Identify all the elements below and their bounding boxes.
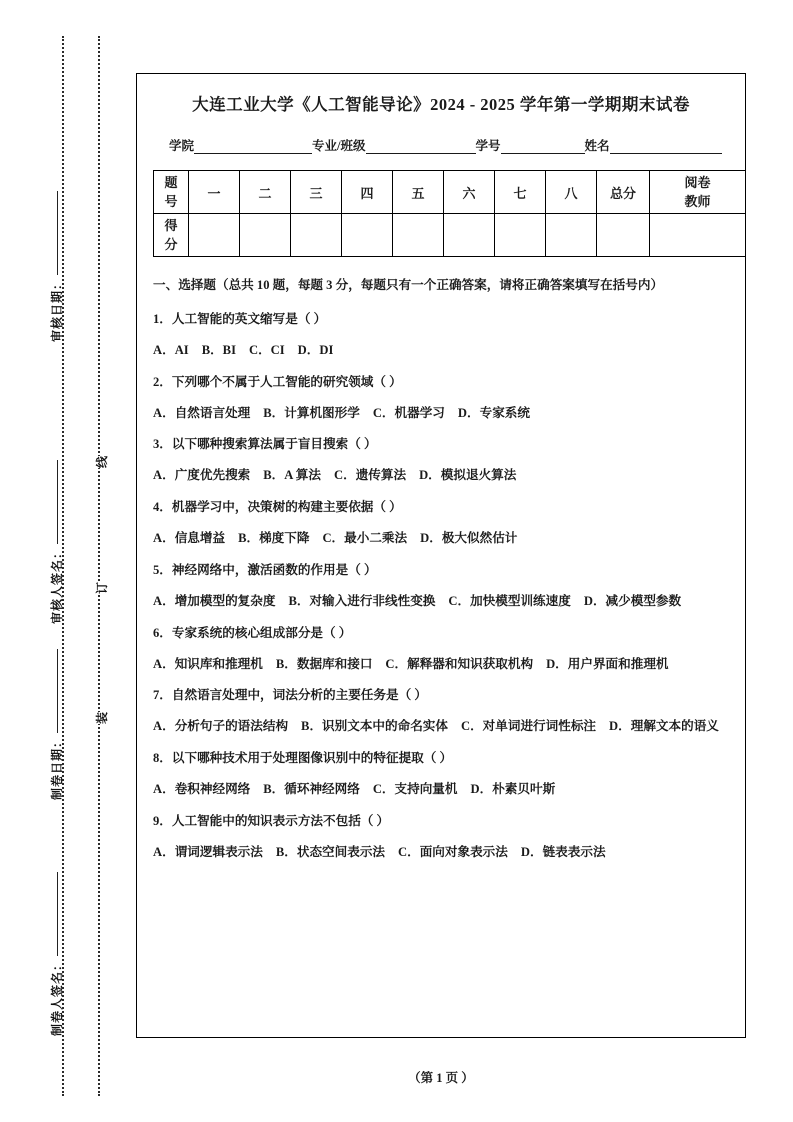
question-stem-4: 4．机器学习中，决策树的构建主要依据（ ） <box>153 500 402 515</box>
exam-sheet <box>136 73 746 1038</box>
score-col-teacher <box>650 171 746 214</box>
option-c[interactable]: C．最小二乘法 <box>322 531 408 545</box>
binding-label-author-signature <box>48 872 65 1036</box>
score-teacher-line2: 教师 <box>684 194 711 209</box>
option-a[interactable]: A．谓词逻辑表示法 <box>153 844 263 859</box>
option-b[interactable]: B．梯度下降 <box>238 531 310 545</box>
question-stem-3: 3．以下哪种搜索算法属于盲目搜索（ ） <box>153 437 377 452</box>
field-college-label: 学院 <box>169 139 195 153</box>
binding-label-text: 审核日期： <box>50 276 64 342</box>
binding-label-rule <box>57 649 58 733</box>
question-stem-9: 9．人工智能中的知识表示方法不包括（ ） <box>153 813 390 828</box>
student-info-row <box>153 136 729 154</box>
score-col-2: 二 <box>240 171 291 214</box>
table-row <box>154 171 746 214</box>
score-value-3[interactable] <box>291 214 342 257</box>
option-b[interactable]: B．BI <box>201 342 236 357</box>
option-c[interactable]: C．机器学习 <box>372 405 445 420</box>
option-d[interactable]: D．理解文本的语义 <box>609 719 719 734</box>
option-d[interactable]: D．减少模型参数 <box>583 593 682 608</box>
question-options-3 <box>153 467 729 485</box>
question-stem-5: 5．神经网络中，激活函数的作用是（ ） <box>153 562 377 577</box>
score-label-line1: 题 <box>164 175 178 190</box>
option-c[interactable]: C．加快模型训练速度 <box>448 593 571 608</box>
binding-label-rule <box>57 191 58 275</box>
question-body <box>153 277 729 862</box>
field-name <box>585 136 722 154</box>
score-label-line1: 得 <box>164 218 178 233</box>
binding-label-rule <box>57 872 58 956</box>
score-value-5[interactable] <box>393 214 444 257</box>
score-col-8: 八 <box>546 171 597 214</box>
option-c[interactable]: C．对单词进行词性标注 <box>460 719 597 734</box>
binding-label-review-date <box>48 191 65 342</box>
field-college-input[interactable] <box>194 140 312 154</box>
score-value-teacher[interactable] <box>650 214 746 257</box>
field-name-input[interactable] <box>610 140 722 154</box>
option-d[interactable]: D．朴素贝叶斯 <box>470 782 556 796</box>
score-col-5: 五 <box>393 171 444 214</box>
binding-label-text: 制卷人签名： <box>50 957 64 1036</box>
score-value-8[interactable] <box>546 214 597 257</box>
score-value-1[interactable] <box>189 214 240 257</box>
binding-mark-bind: 装 <box>92 712 111 724</box>
question-stem-1: 1．人工智能的英文缩写是（ ） <box>153 311 327 326</box>
question-stem-2: 2．下列哪个不属于人工智能的研究领域（ ） <box>153 374 402 389</box>
option-a[interactable]: A．分析句子的语法结构 <box>153 719 289 734</box>
binding-label-rule <box>57 460 58 544</box>
option-a[interactable]: A．知识库和推理机 <box>153 656 263 671</box>
question-options-6 <box>153 656 729 674</box>
question-options-4 <box>153 530 729 548</box>
question-options-5 <box>153 593 729 611</box>
option-b[interactable]: B．计算机图形学 <box>263 405 360 420</box>
binding-mark-staple: 订 <box>92 582 111 594</box>
option-a[interactable]: A．信息增益 <box>153 531 226 545</box>
question-options-9 <box>153 844 729 862</box>
option-d[interactable]: D．用户界面和推理机 <box>546 656 669 671</box>
field-major-class <box>312 136 475 154</box>
page-title: 大连工业大学《人工智能导论》2024 - 2025 学年第一学期期末试卷 <box>192 95 690 114</box>
field-major-class-input[interactable] <box>366 140 476 154</box>
score-value-4[interactable] <box>342 214 393 257</box>
option-d[interactable]: D．模拟退火算法 <box>419 468 517 483</box>
question-options-2 <box>153 405 729 423</box>
score-col-6: 六 <box>444 171 495 214</box>
option-a[interactable]: A．自然语言处理 <box>153 405 251 420</box>
score-table-row-label-question <box>154 171 189 214</box>
option-a[interactable]: A．卷积神经网络 <box>153 782 251 796</box>
option-c[interactable]: C．CI <box>248 342 285 357</box>
field-student-id-label: 学号 <box>475 139 501 153</box>
binding-label-paper-date <box>48 649 65 800</box>
option-d[interactable]: D．DI <box>297 342 334 357</box>
question-options-8 <box>153 781 729 799</box>
score-value-total[interactable] <box>597 214 650 257</box>
page-footer: （第 1 页 ） <box>408 1071 474 1085</box>
option-c[interactable]: C．遗传算法 <box>334 468 407 483</box>
score-value-6[interactable] <box>444 214 495 257</box>
option-a[interactable]: A．广度优先搜索 <box>153 468 251 483</box>
option-c[interactable]: C．解释器和知识获取机构 <box>385 656 534 671</box>
table-row <box>154 214 746 257</box>
field-major-class-label: 专业/班级 <box>312 139 366 153</box>
score-table-body <box>154 171 746 257</box>
score-label-line2: 号 <box>164 194 178 209</box>
score-col-4: 四 <box>342 171 393 214</box>
question-stem-6: 6．专家系统的核心组成部分是（ ） <box>153 625 352 640</box>
score-col-total: 总分 <box>597 171 650 214</box>
option-b[interactable]: B．循环神经网络 <box>263 782 360 796</box>
binding-dashed-line-inner <box>98 36 100 1096</box>
score-teacher-line1: 阅卷 <box>684 175 711 190</box>
score-table <box>153 170 746 257</box>
score-col-1: 一 <box>189 171 240 214</box>
option-a[interactable]: A．增加模型的复杂度 <box>153 593 276 608</box>
option-b[interactable]: B．状态空间表示法 <box>275 844 386 859</box>
question-stem-7: 7．自然语言处理中，词法分析的主要任务是（ ） <box>153 688 427 703</box>
option-d[interactable]: D．极大似然估计 <box>420 531 518 545</box>
option-b[interactable]: B．数据库和接口 <box>275 656 373 671</box>
score-table-row-label-score <box>154 214 189 257</box>
question-options-1 <box>153 342 729 360</box>
field-name-label: 姓名 <box>584 139 610 153</box>
question-options-7 <box>153 718 729 736</box>
binding-margin <box>0 0 136 1122</box>
field-student-id <box>476 136 585 154</box>
score-value-2[interactable] <box>240 214 291 257</box>
option-b[interactable]: B．A 算法 <box>263 468 321 483</box>
option-b[interactable]: B．对输入进行非线性变换 <box>288 593 436 608</box>
score-col-7: 七 <box>495 171 546 214</box>
option-c[interactable]: C．支持向量机 <box>372 782 458 796</box>
option-d[interactable]: D．专家系统 <box>457 405 530 420</box>
option-b[interactable]: B．识别文本中的命名实体 <box>301 719 448 734</box>
score-value-7[interactable] <box>495 214 546 257</box>
option-d[interactable]: D．链表表示法 <box>520 844 606 859</box>
score-col-3: 三 <box>291 171 342 214</box>
binding-label-reviewer-signature <box>48 460 65 624</box>
binding-label-text: 制卷日期： <box>50 734 64 800</box>
binding-mark-line: 线 <box>92 456 111 468</box>
score-label-line2: 分 <box>164 237 178 252</box>
binding-label-text: 审核人签名： <box>50 545 64 624</box>
option-a[interactable]: A．AI <box>153 342 189 357</box>
option-c[interactable]: C．面向对象表示法 <box>398 844 508 859</box>
field-student-id-input[interactable] <box>501 140 585 154</box>
question-stem-8: 8．以下哪种技术用于处理图像识别中的特征提取（ ） <box>153 751 453 766</box>
section-heading: 一、选择题（总共 10 题，每题 3 分，每题只有一个正确答案，请将正确答案填写在括号内） <box>153 278 664 292</box>
field-college <box>169 136 312 154</box>
